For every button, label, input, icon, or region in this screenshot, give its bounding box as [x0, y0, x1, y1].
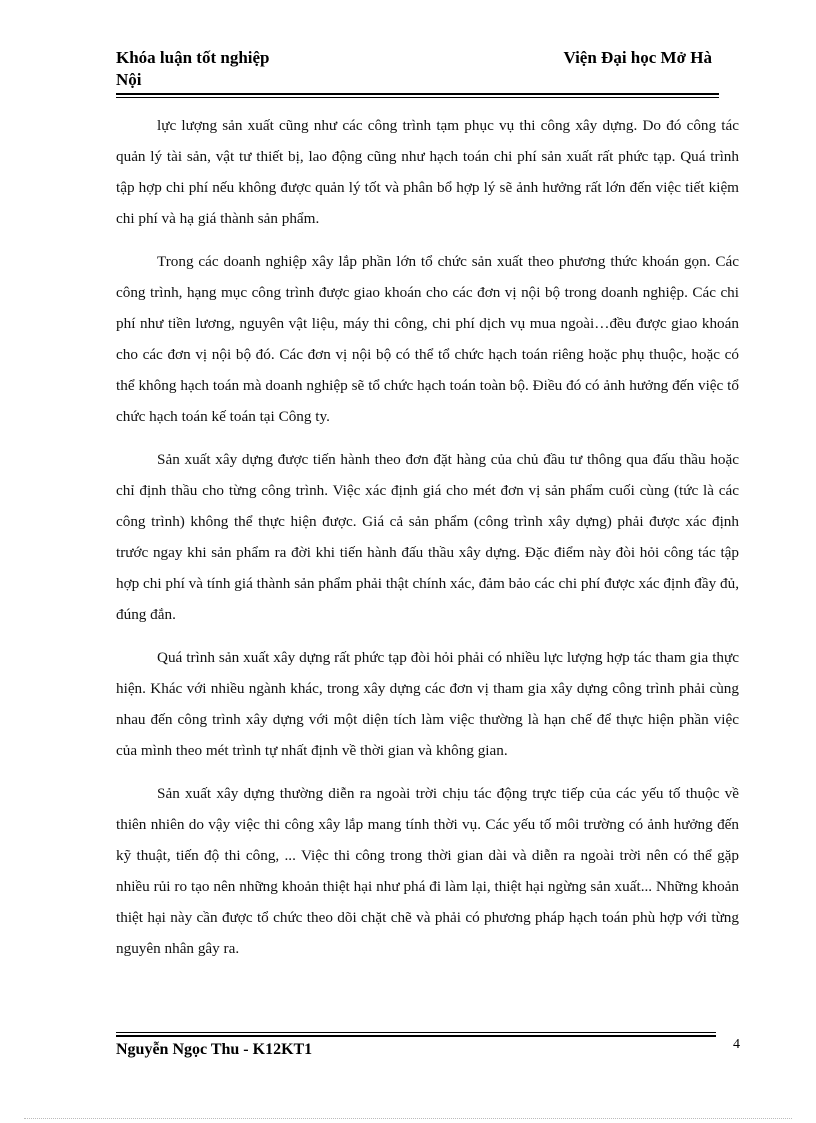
paragraph: Trong các doanh nghiệp xây lắp phần lớn tổ chức sản xuất theo phương thức khoán gọn. Các công trình, hạng mục công trình được giao khoán cho các đơn vị nội bộ trong doanh nghiệp. Các chi phí như tiền lương, nguyên vật liệu, máy thi công, chi phí dịch vụ mua ngoài…đều được giao khoán cho các đơn vị nội bộ đó. Các đơn vị nội bộ có thể tổ chức hạch toán riêng hoặc phụ thuộc, hoặc có thể không hạch toán mà doanh nghiệp sẽ tổ chức hạch toán toàn bộ. Điều đó có ảnh hưởng đến việc tổ chức hạch toán kế toán tại Công ty.	[116, 253, 739, 425]
header-title-right: Viện Đại học Mở Hà	[563, 48, 712, 67]
header-divider	[116, 93, 719, 98]
paragraph: Sản xuất xây dựng thường diễn ra ngoài trời chịu tác động trực tiếp của các yếu tố thuộc về thiên nhiên do vậy việc thi công xây lắp mang tính thời vụ. Các yếu tố môi trường có ảnh hưởng đến kỹ thuật, tiến độ thi công, ... Việc thi công trong thời gian dài và diễn ra ngoài trời nên có thể gặp nhiều rủi ro tạo nên những khoản thiệt hại như phá đi làm lại, thiệt hại ngừng sản xuất... Những khoản thiệt hại này cần được tổ chức theo dõi chặt chẽ và phải có phương pháp hạch toán phù hợp với từng nguyên nhân gây ra.	[116, 785, 739, 957]
paragraph: Quá trình sản xuất xây dựng rất phức tạp đòi hỏi phải có nhiều lực lượng hợp tác tham gia thực hiện. Khác với nhiều ngành khác, trong xây dựng các đơn vị tham gia xây dựng công trình phải cùng nhau đến công trình xây dựng với một diện tích làm việc thường là hạn chế để thực hiện phần việc của mình theo mét trình tự nhất định về thời gian và không gian.	[116, 649, 739, 759]
header-left-wrap: Nội	[116, 70, 142, 89]
paragraph: Sản xuất xây dựng được tiến hành theo đơn đặt hàng của chủ đầu tư thông qua đấu thầu hoặc chỉ định thầu cho từng công trình. Việc xác định giá cho mét đơn vị sản phẩm cuối cùng (tức là các công trình) không thể thực hiện được. Giá cả sản phẩm (công trình xây dựng) phải được xác định trước ngay khi sản phẩm ra đời khi tiến hành đấu thầu xây dựng. Đặc điểm này đòi hỏi công tác tập hợp chi phí và tính giá thành sản phẩm phải thật chính xác, đảm bảo các chi phí được xác định đầy đủ, đúng đắn.	[116, 451, 739, 623]
footer-divider	[116, 1032, 716, 1037]
paragraph: lực lượng sản xuất cũng như các công trình tạm phục vụ thi công xây dựng. Do đó công tác quản lý tài sản, vật tư thiết bị, lao động cũng như hạch toán chi phí sản xuất rất phức tạp. Quá trình tập hợp chi phí nếu không được quản lý tốt và phân bổ hợp lý sẽ ảnh hưởng rất lớn đến việc tiết kiệm chi phí và hạ giá thành sản phẩm.	[116, 117, 739, 227]
page-number: 4	[733, 1037, 740, 1052]
footer-author: Nguyễn Ngọc Thu - K12KT1	[116, 1041, 313, 1058]
page-bottom-edge	[24, 1118, 792, 1119]
header-left-text: Khóa luận tốt nghiệp	[116, 48, 270, 67]
document-body	[116, 110, 739, 976]
header-title-left	[116, 47, 316, 91]
